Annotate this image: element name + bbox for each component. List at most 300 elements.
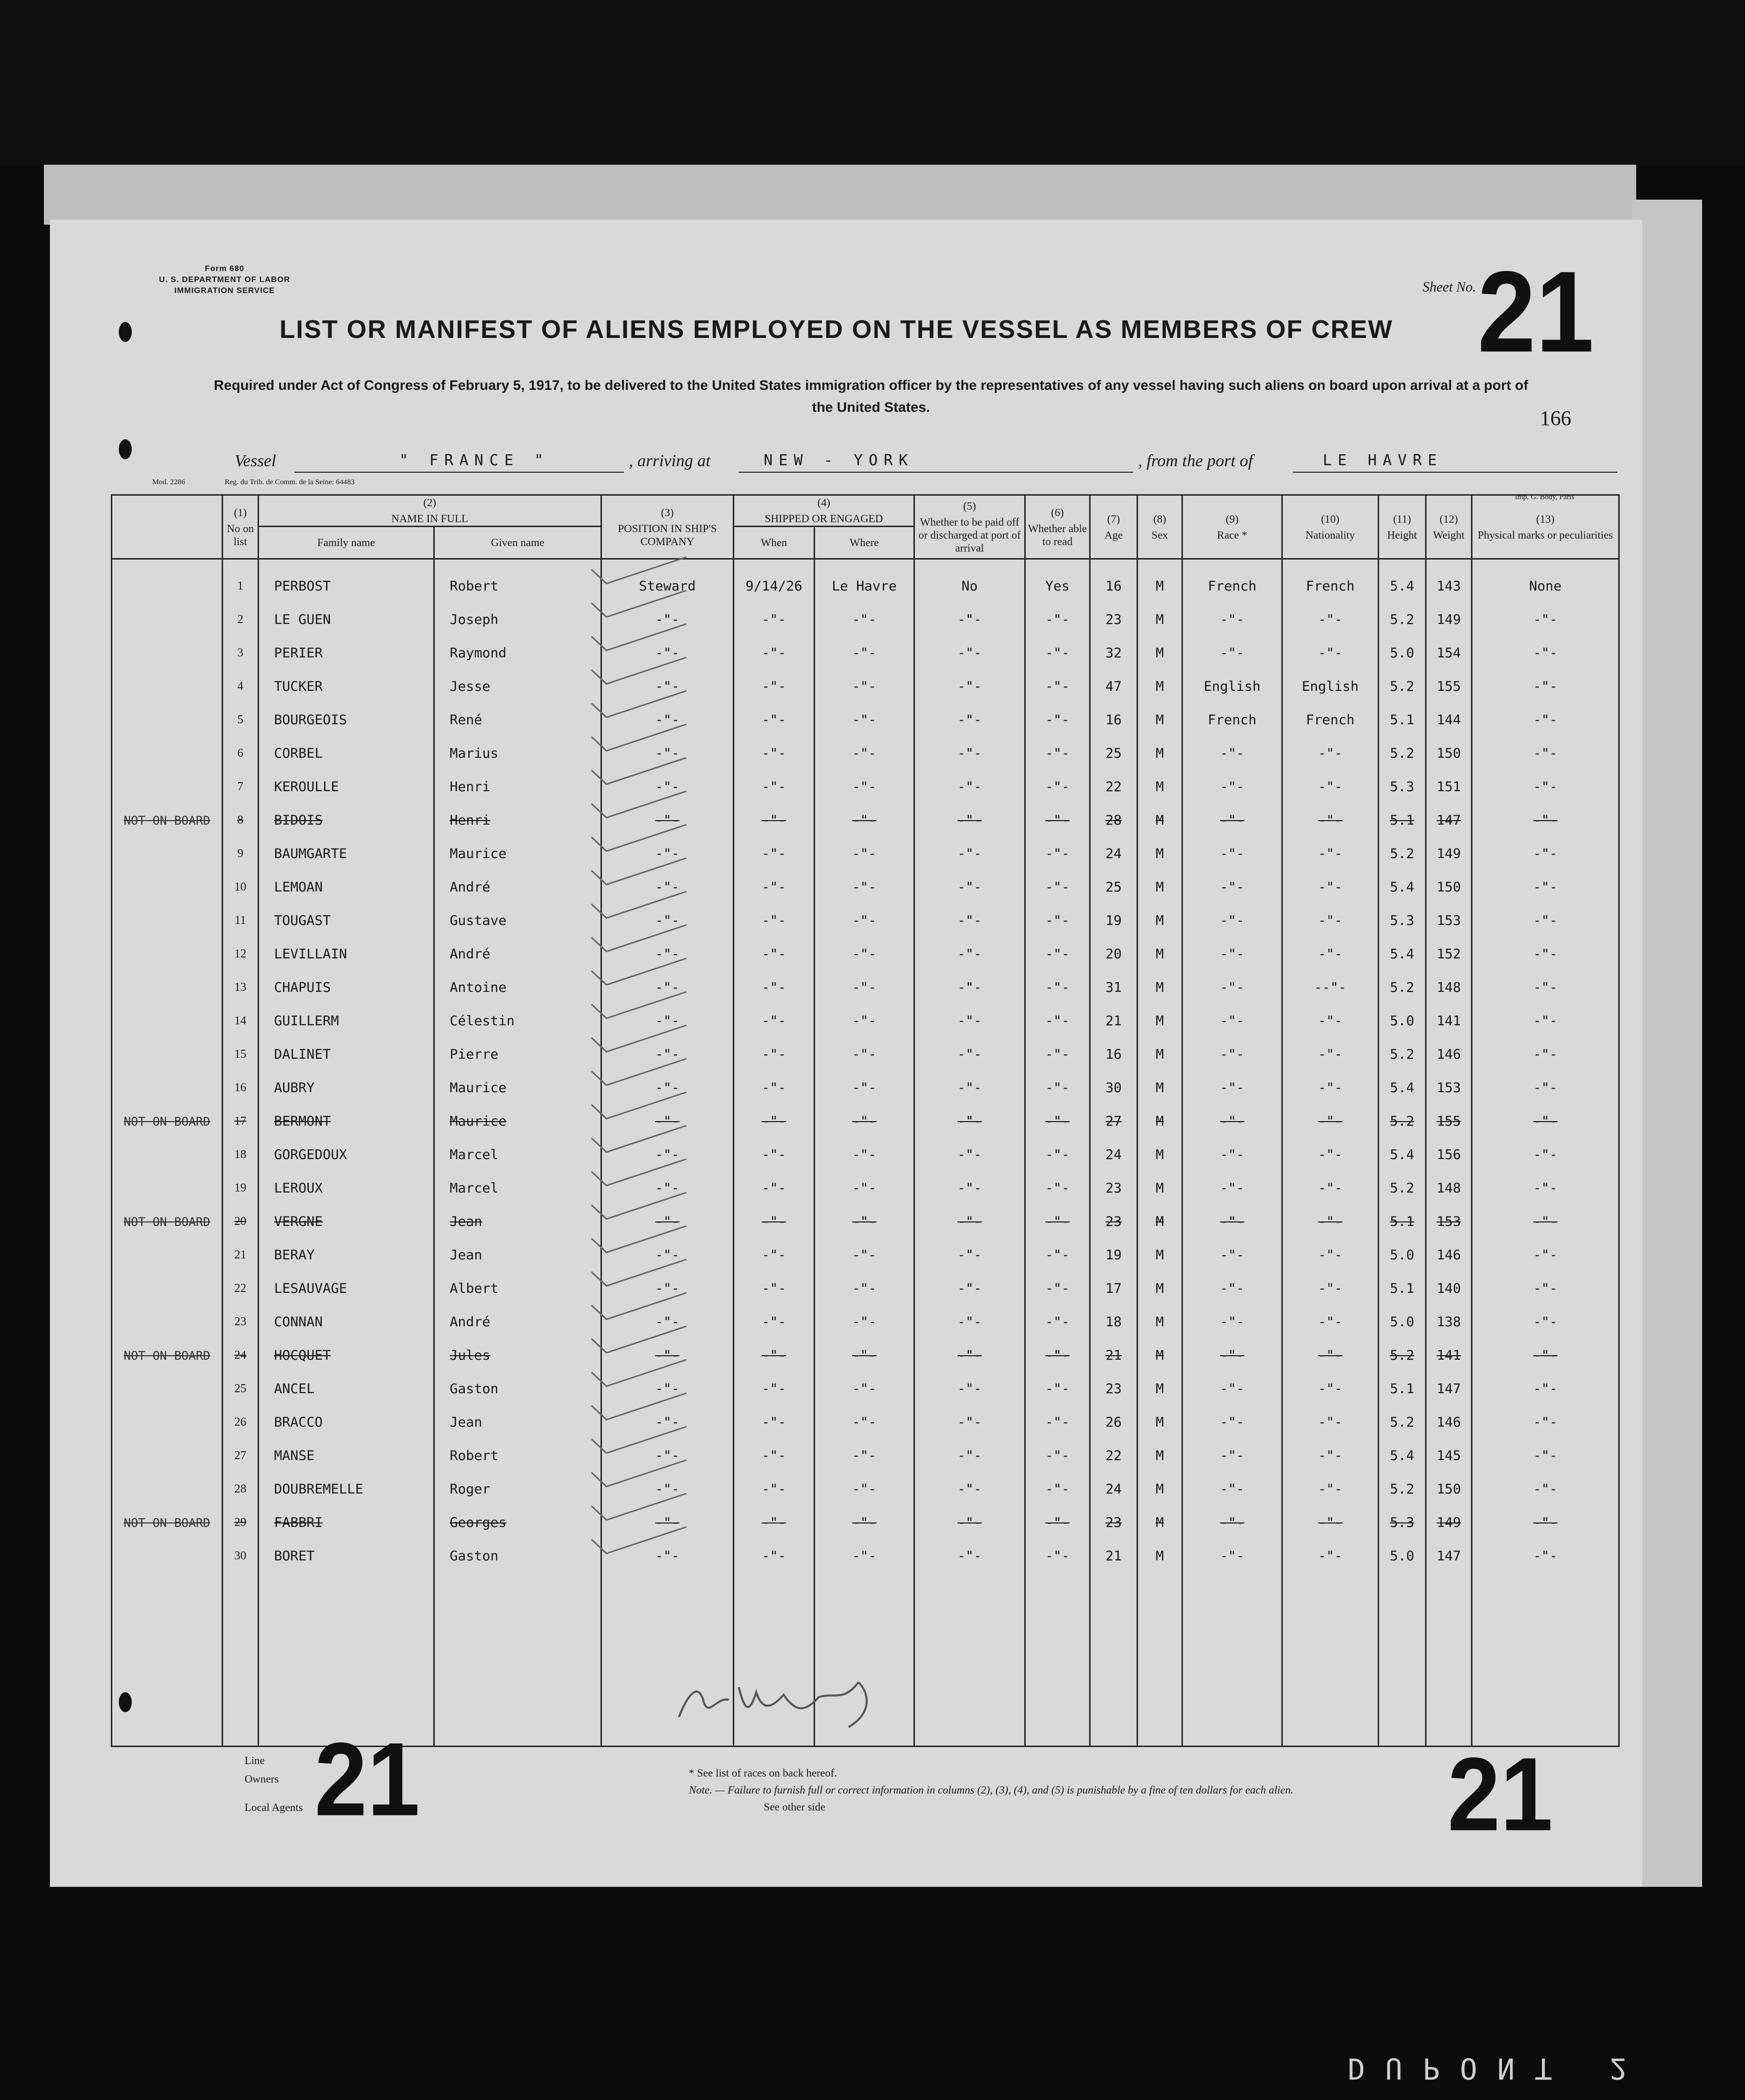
crew-status: [112, 1473, 223, 1506]
owners-label: Owners: [245, 1773, 279, 1785]
crew-list-no: 28: [223, 1473, 259, 1506]
crew-weight: 155: [1426, 670, 1472, 703]
crew-age: 16: [1090, 703, 1138, 737]
crew-status: [112, 636, 223, 670]
crew-height: 5.2: [1379, 1038, 1426, 1071]
crew-row: [112, 1305, 1619, 1339]
inspector-check-mark: [586, 822, 691, 852]
crew-shipped-where: -"-: [815, 1506, 914, 1539]
crew-physical-marks: None: [1472, 570, 1619, 603]
crew-status: [112, 971, 223, 1004]
crew-able-to-read: -"-: [1025, 1238, 1090, 1272]
crew-physical-marks: -"-: [1472, 636, 1619, 670]
crew-physical-marks: -"-: [1472, 1172, 1619, 1205]
crew-physical-marks: -"-: [1472, 1473, 1619, 1506]
crew-status: [112, 1238, 223, 1272]
crew-paid-off: -"-: [914, 1305, 1025, 1339]
crew-shipped-when: -"-: [734, 1439, 815, 1473]
crew-family-name: CHAPUIS: [259, 971, 434, 1004]
crew-physical-marks: -"-: [1472, 1506, 1619, 1539]
crew-height: 5.4: [1379, 1071, 1426, 1105]
underlying-sheet-edge: [1632, 200, 1702, 1887]
punch-hole: [119, 322, 132, 342]
crew-list-no: 10: [223, 871, 259, 904]
crew-shipped-where: -"-: [815, 1305, 914, 1339]
crew-height: 5.1: [1379, 1205, 1426, 1238]
crew-weight: 153: [1426, 1205, 1472, 1238]
crew-row: [112, 871, 1619, 904]
crew-manifest-table: [111, 494, 1620, 1747]
crew-shipped-when: -"-: [734, 1372, 815, 1406]
crew-list-no: 6: [223, 737, 259, 770]
vessel-label: Vessel: [235, 452, 277, 470]
crew-weight: 150: [1426, 1473, 1472, 1506]
crew-physical-marks: -"-: [1472, 1004, 1619, 1038]
crew-paid-off: -"-: [914, 1071, 1025, 1105]
table-blank-cell: [434, 1573, 601, 1747]
crew-shipped-where: -"-: [815, 1004, 914, 1038]
crew-weight: 147: [1426, 1539, 1472, 1573]
crew-given-name: Jean: [434, 1238, 601, 1272]
arrival-underline: [739, 472, 1133, 473]
department-name: U. S. DEPARTMENT OF LABOR: [159, 276, 291, 284]
crew-paid-off: -"-: [914, 636, 1025, 670]
crew-nationality: -"-: [1282, 1105, 1379, 1138]
crew-list-no: 29: [223, 1506, 259, 1539]
crew-weight: 149: [1426, 837, 1472, 871]
crew-physical-marks: -"-: [1472, 703, 1619, 737]
crew-position: -"-: [601, 1506, 734, 1539]
crew-age: 31: [1090, 971, 1138, 1004]
inspector-check-mark: [586, 1524, 691, 1554]
crew-given-name: Maurice: [434, 1105, 601, 1138]
inspector-check-mark: [586, 856, 691, 886]
crew-status: [112, 1305, 223, 1339]
crew-sex: M: [1138, 1004, 1182, 1038]
crew-paid-off: -"-: [914, 1473, 1025, 1506]
table-blank-cell: [1182, 1573, 1282, 1747]
crew-shipped-when: -"-: [734, 1238, 815, 1272]
crew-race: English: [1182, 670, 1282, 703]
crew-status: [112, 1138, 223, 1172]
crew-physical-marks: -"-: [1472, 1339, 1619, 1372]
crew-list-no: 7: [223, 770, 259, 804]
crew-physical-marks: -"-: [1472, 1439, 1619, 1473]
crew-sex: M: [1138, 1105, 1182, 1138]
crew-row: [112, 1439, 1619, 1473]
sheet-label: Sheet No.: [1423, 280, 1476, 295]
crew-given-name: Pierre: [434, 1038, 601, 1071]
crew-position: -"-: [601, 904, 734, 937]
crew-able-to-read: -"-: [1025, 603, 1090, 636]
crew-family-name: GORGEDOUX: [259, 1138, 434, 1172]
crew-row: [112, 1238, 1619, 1272]
crew-race: -"-: [1182, 1506, 1282, 1539]
inspector-check-mark: [586, 1290, 691, 1320]
crew-race: -"-: [1182, 837, 1282, 871]
crew-able-to-read: -"-: [1025, 1406, 1090, 1439]
crew-shipped-when: -"-: [734, 1305, 815, 1339]
crew-age: 21: [1090, 1339, 1138, 1372]
departure-port: LE HAVRE: [1323, 452, 1443, 469]
crew-list-no: 4: [223, 670, 259, 703]
crew-status: NOT ON BOARD: [112, 1339, 223, 1372]
crew-height: 5.3: [1379, 770, 1426, 804]
crew-shipped-where: -"-: [815, 636, 914, 670]
crew-able-to-read: -"-: [1025, 871, 1090, 904]
crew-given-name: Joseph: [434, 603, 601, 636]
crew-age: 32: [1090, 636, 1138, 670]
crew-physical-marks: -"-: [1472, 1038, 1619, 1071]
film-border-top: [0, 0, 1745, 165]
crew-shipped-when: -"-: [734, 636, 815, 670]
crew-position: -"-: [601, 1105, 734, 1138]
crew-list-no: 12: [223, 937, 259, 971]
page-title: LIST OR MANIFEST OF ALIENS EMPLOYED ON THE VESSEL AS MEMBERS OF CREW: [280, 315, 1393, 343]
crew-nationality: -"-: [1282, 937, 1379, 971]
crew-row: [112, 1539, 1619, 1573]
crew-given-name: Jesse: [434, 670, 601, 703]
status-column-header: [112, 495, 223, 559]
crew-weight: 143: [1426, 570, 1472, 603]
crew-status: [112, 904, 223, 937]
crew-list-no: 3: [223, 636, 259, 670]
crew-given-name: Henri: [434, 804, 601, 837]
crew-position: -"-: [601, 737, 734, 770]
crew-status: [112, 1038, 223, 1071]
crew-status: [112, 1372, 223, 1406]
crew-shipped-when: -"-: [734, 603, 815, 636]
crew-family-name: BOURGEOIS: [259, 703, 434, 737]
crew-able-to-read: -"-: [1025, 837, 1090, 871]
crew-paid-off: -"-: [914, 1105, 1025, 1138]
crew-shipped-when: -"-: [734, 937, 815, 971]
table-blank-cell: [1379, 1573, 1426, 1747]
crew-nationality: -"-: [1282, 1305, 1379, 1339]
inspector-check-mark: [586, 1324, 691, 1354]
crew-age: 16: [1090, 570, 1138, 603]
crew-sex: M: [1138, 737, 1182, 770]
crew-paid-off: -"-: [914, 837, 1025, 871]
crew-height: 5.0: [1379, 636, 1426, 670]
crew-shipped-where: -"-: [815, 1372, 914, 1406]
crew-shipped-where: -"-: [815, 703, 914, 737]
crew-given-name: Henri: [434, 770, 601, 804]
crew-nationality: -"-: [1282, 837, 1379, 871]
crew-status: NOT ON BOARD: [112, 1105, 223, 1138]
crew-physical-marks: -"-: [1472, 1406, 1619, 1439]
crew-family-name: MANSE: [259, 1439, 434, 1473]
crew-status: [112, 1172, 223, 1205]
crew-weight: 152: [1426, 937, 1472, 971]
crew-position: -"-: [601, 1205, 734, 1238]
crew-row: [112, 1172, 1619, 1205]
crew-able-to-read: -"-: [1025, 1004, 1090, 1038]
inspector-check-mark: [586, 1056, 691, 1086]
crew-nationality: English: [1282, 670, 1379, 703]
crew-position: -"-: [601, 1539, 734, 1573]
crew-shipped-where: -"-: [815, 804, 914, 837]
arrival-port: NEW - YORK: [764, 452, 914, 469]
crew-shipped-where: -"-: [815, 1473, 914, 1506]
crew-height: 5.4: [1379, 570, 1426, 603]
inspector-check-mark: [586, 688, 691, 718]
header-sex: (8) Sex: [1138, 495, 1182, 559]
crew-list-no: 19: [223, 1172, 259, 1205]
crew-status: [112, 1071, 223, 1105]
crew-sex: M: [1138, 971, 1182, 1004]
crew-age: 24: [1090, 1138, 1138, 1172]
table-blank-cell: [1138, 1573, 1182, 1747]
form-header: [130, 264, 319, 297]
crew-height: 5.1: [1379, 1372, 1426, 1406]
crew-height: 5.2: [1379, 737, 1426, 770]
inspector-check-mark: [586, 722, 691, 752]
crew-position: -"-: [601, 670, 734, 703]
crew-able-to-read: -"-: [1025, 1339, 1090, 1372]
crew-family-name: GUILLERM: [259, 1004, 434, 1038]
crew-race: -"-: [1182, 904, 1282, 937]
crew-shipped-where: -"-: [815, 937, 914, 971]
crew-row: [112, 1105, 1619, 1138]
crew-nationality: -"-: [1282, 1038, 1379, 1071]
crew-age: 30: [1090, 1071, 1138, 1105]
crew-age: 19: [1090, 1238, 1138, 1272]
crew-height: 5.0: [1379, 1238, 1426, 1272]
crew-physical-marks: -"-: [1472, 670, 1619, 703]
crew-sex: M: [1138, 1339, 1182, 1372]
inspector-check-mark: [586, 1090, 691, 1120]
printer-note: Imp. G. Body, Paris: [1515, 493, 1575, 501]
crew-nationality: -"-: [1282, 804, 1379, 837]
crew-sex: M: [1138, 1238, 1182, 1272]
crew-row: [112, 804, 1619, 837]
crew-paid-off: -"-: [914, 1539, 1025, 1573]
crew-shipped-when: -"-: [734, 971, 815, 1004]
crew-paid-off: -"-: [914, 770, 1025, 804]
crew-family-name: BRACCO: [259, 1406, 434, 1439]
crew-position: -"-: [601, 971, 734, 1004]
crew-given-name: Robert: [434, 570, 601, 603]
crew-age: 28: [1090, 804, 1138, 837]
inspector-check-mark: [586, 555, 691, 585]
crew-weight: 154: [1426, 636, 1472, 670]
crew-race: -"-: [1182, 1105, 1282, 1138]
crew-age: 22: [1090, 770, 1138, 804]
header-given-name: Given name: [434, 527, 601, 559]
crew-physical-marks: -"-: [1472, 1071, 1619, 1105]
crew-position: -"-: [601, 1172, 734, 1205]
crew-shipped-where: -"-: [815, 670, 914, 703]
crew-age: 21: [1090, 1539, 1138, 1573]
crew-age: 24: [1090, 1473, 1138, 1506]
crew-sex: M: [1138, 1506, 1182, 1539]
crew-nationality: -"-: [1282, 1506, 1379, 1539]
crew-sex: M: [1138, 1439, 1182, 1473]
see-other-side: See other side: [764, 1800, 826, 1813]
crew-sex: M: [1138, 1406, 1182, 1439]
crew-list-no: 8: [223, 804, 259, 837]
crew-sex: M: [1138, 670, 1182, 703]
crew-status: [112, 1406, 223, 1439]
crew-age: 23: [1090, 1172, 1138, 1205]
crew-shipped-when: -"-: [734, 1406, 815, 1439]
crew-nationality: -"-: [1282, 1372, 1379, 1406]
crew-paid-off: -"-: [914, 737, 1025, 770]
crew-position: -"-: [601, 1339, 734, 1372]
crew-position: -"-: [601, 1038, 734, 1071]
inspector-check-mark: [586, 621, 691, 651]
crew-weight: 151: [1426, 770, 1472, 804]
header-race: (9) Race *: [1182, 495, 1282, 559]
crew-position: -"-: [601, 871, 734, 904]
crew-race: -"-: [1182, 1372, 1282, 1406]
crew-weight: 147: [1426, 1372, 1472, 1406]
crew-row: [112, 670, 1619, 703]
crew-nationality: -"-: [1282, 1238, 1379, 1272]
crew-row: [112, 1272, 1619, 1305]
crew-age: 23: [1090, 1506, 1138, 1539]
crew-height: 5.4: [1379, 871, 1426, 904]
crew-row: [112, 1339, 1619, 1372]
crew-physical-marks: -"-: [1472, 737, 1619, 770]
crew-list-no: 21: [223, 1238, 259, 1272]
footnote: [689, 1765, 1438, 1815]
crew-family-name: LEVILLAIN: [259, 937, 434, 971]
crew-age: 25: [1090, 737, 1138, 770]
crew-paid-off: -"-: [914, 1439, 1025, 1473]
crew-weight: 156: [1426, 1138, 1472, 1172]
crew-nationality: -"-: [1282, 1539, 1379, 1573]
crew-able-to-read: -"-: [1025, 1539, 1090, 1573]
crew-position: -"-: [601, 1004, 734, 1038]
inspector-check-mark: [586, 1424, 691, 1454]
crew-given-name: Roger: [434, 1473, 601, 1506]
crew-shipped-where: -"-: [815, 871, 914, 904]
crew-height: 5.4: [1379, 1138, 1426, 1172]
crew-list-no: 22: [223, 1272, 259, 1305]
crew-status: [112, 871, 223, 904]
crew-position: -"-: [601, 1238, 734, 1272]
crew-age: 24: [1090, 837, 1138, 871]
crew-sex: M: [1138, 1473, 1182, 1506]
crew-physical-marks: -"-: [1472, 971, 1619, 1004]
crew-shipped-where: -"-: [815, 1105, 914, 1138]
crew-family-name: ANCEL: [259, 1372, 434, 1406]
crew-shipped-where: -"-: [815, 1406, 914, 1439]
crew-able-to-read: -"-: [1025, 1473, 1090, 1506]
crew-family-name: PERIER: [259, 636, 434, 670]
header-position: (3) POSITION IN SHIP'S COMPANY: [601, 495, 734, 559]
crew-nationality: -"-: [1282, 1071, 1379, 1105]
crew-weight: 149: [1426, 603, 1472, 636]
crew-position: -"-: [601, 770, 734, 804]
crew-age: 21: [1090, 1004, 1138, 1038]
crew-status: [112, 1539, 223, 1573]
crew-nationality: -"-: [1282, 1205, 1379, 1238]
crew-weight: 150: [1426, 871, 1472, 904]
crew-paid-off: -"-: [914, 1004, 1025, 1038]
crew-able-to-read: -"-: [1025, 636, 1090, 670]
crew-list-no: 26: [223, 1406, 259, 1439]
crew-position: -"-: [601, 804, 734, 837]
crew-physical-marks: -"-: [1472, 904, 1619, 937]
crew-height: 5.4: [1379, 1439, 1426, 1473]
crew-nationality: -"-: [1282, 737, 1379, 770]
crew-height: 5.0: [1379, 1004, 1426, 1038]
crew-shipped-where: -"-: [815, 1238, 914, 1272]
crew-status: [112, 937, 223, 971]
crew-able-to-read: -"-: [1025, 804, 1090, 837]
crew-shipped-when: 9/14/26: [734, 570, 815, 603]
crew-able-to-read: -"-: [1025, 1105, 1090, 1138]
header-family-name: Family name: [259, 527, 434, 559]
crew-physical-marks: -"-: [1472, 1305, 1619, 1339]
crew-nationality: -"-: [1282, 1272, 1379, 1305]
crew-race: -"-: [1182, 603, 1282, 636]
crew-family-name: FABBRI: [259, 1506, 434, 1539]
crew-position: Steward: [601, 570, 734, 603]
inspector-check-mark: [586, 889, 691, 919]
crew-weight: 141: [1426, 1339, 1472, 1372]
crew-height: 5.1: [1379, 1272, 1426, 1305]
crew-row: [112, 603, 1619, 636]
crew-shipped-where: -"-: [815, 770, 914, 804]
crew-physical-marks: -"-: [1472, 1105, 1619, 1138]
crew-race: -"-: [1182, 1305, 1282, 1339]
crew-paid-off: -"-: [914, 1172, 1025, 1205]
crew-nationality: --"-: [1282, 971, 1379, 1004]
crew-family-name: LEMOAN: [259, 871, 434, 904]
crew-family-name: TOUGAST: [259, 904, 434, 937]
crew-able-to-read: -"-: [1025, 1506, 1090, 1539]
crew-family-name: BIDOIS: [259, 804, 434, 837]
crew-height: 5.2: [1379, 670, 1426, 703]
crew-shipped-where: -"-: [815, 737, 914, 770]
crew-family-name: BERMONT: [259, 1105, 434, 1138]
crew-race: -"-: [1182, 1539, 1282, 1573]
crew-weight: 144: [1426, 703, 1472, 737]
crew-sex: M: [1138, 603, 1182, 636]
crew-age: 27: [1090, 1105, 1138, 1138]
crew-height: 5.0: [1379, 1305, 1426, 1339]
crew-list-no: 27: [223, 1439, 259, 1473]
crew-list-no: 23: [223, 1305, 259, 1339]
inspector-check-mark: [586, 655, 691, 685]
crew-status: NOT ON BOARD: [112, 804, 223, 837]
crew-row: [112, 1205, 1619, 1238]
crew-height: 5.2: [1379, 837, 1426, 871]
crew-age: 26: [1090, 1406, 1138, 1439]
crew-age: 23: [1090, 603, 1138, 636]
crew-family-name: DALINET: [259, 1038, 434, 1071]
crew-status: NOT ON BOARD: [112, 1506, 223, 1539]
crew-race: -"-: [1182, 937, 1282, 971]
crew-row: [112, 1473, 1619, 1506]
crew-nationality: -"-: [1282, 1172, 1379, 1205]
crew-family-name: HOCQUET: [259, 1339, 434, 1372]
crew-given-name: Gustave: [434, 904, 601, 937]
crew-paid-off: -"-: [914, 804, 1025, 837]
crew-age: 17: [1090, 1272, 1138, 1305]
crew-weight: 138: [1426, 1305, 1472, 1339]
crew-shipped-when: -"-: [734, 737, 815, 770]
header-nationality: (10) Nationality: [1282, 495, 1379, 559]
crew-status: [112, 570, 223, 603]
crew-able-to-read: -"-: [1025, 1439, 1090, 1473]
crew-paid-off: -"-: [914, 603, 1025, 636]
crew-sex: M: [1138, 837, 1182, 871]
